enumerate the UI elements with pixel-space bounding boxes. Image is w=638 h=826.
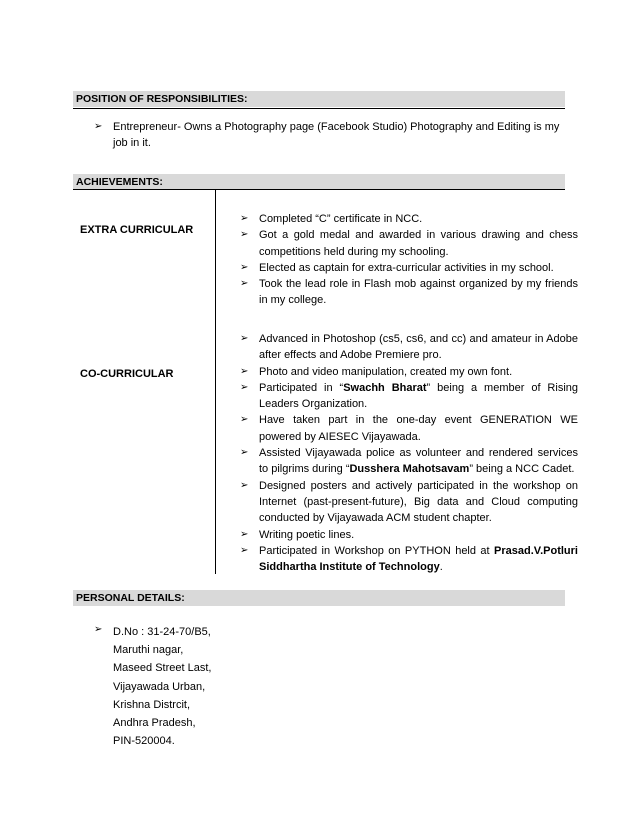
emphasis-text: Swachh Bharat [343,381,427,394]
item-text: Photo and video manipulation, created my own font. [259,365,513,378]
list-item [94,119,564,152]
co-curricular-list [240,331,578,575]
bullet-arrow-icon: ➢ [240,365,249,377]
item-text: Advanced in Photoshop (cs5, cs6, and cc) and amateur in Adobe after effects and Adobe Premiere pro. [259,333,578,362]
list-item [240,276,578,309]
item-text: ” being a NCC Cadet. [469,463,575,476]
item-text: Took the lead role in Flash mob against organized by my friends in my college. [259,278,578,307]
bullet-arrow-icon: ➢ [94,624,103,635]
item-text: Entrepreneur- Owns a Photography page (Facebook Studio) Photography and Editing is my job in it. [113,121,560,150]
bullet-arrow-icon: ➢ [240,229,249,241]
table-divider [215,190,216,574]
address-line: Andhra Pradesh, [113,717,196,730]
item-text: ” being a member of Rising Leaders Organization. [259,381,579,411]
bullet-arrow-icon: ➢ [240,381,249,393]
list-item [240,331,578,364]
address-line: D.No : 31-24-70/B5, [113,626,211,638]
list-item [240,543,578,576]
extra-curricular-list [240,211,578,309]
section-rule [73,189,565,190]
bullet-arrow-icon: ➢ [240,447,249,459]
address-line: PIN-520004. [113,735,175,748]
address-line: Vijayawada Urban, [113,680,206,693]
address-line: Maseed Street Last, [113,662,212,675]
co-curricular-label: CO-CURRICULAR [80,368,174,380]
bullet-arrow-icon: ➢ [240,479,249,491]
emphasis-text: Prasad.V.Potluri Siddhartha Institute of Technology [259,544,578,574]
section-header-personal: PERSONAL DETAILS: [73,590,565,606]
responsibilities-list [94,119,564,152]
bullet-arrow-icon: ➢ [94,121,103,132]
list-item [240,260,578,276]
address-block [113,623,211,750]
list-item [240,527,578,543]
list-item [240,364,578,380]
item-text: Designed posters and actively participated in the workshop on Internet (past-present-future), Big data and Cloud computing conducted by Vijayawada ACM student chapter. [259,479,578,525]
bullet-arrow-icon: ➢ [240,528,249,540]
list-item [240,478,578,527]
list-item [240,412,578,445]
bullet-arrow-icon: ➢ [240,213,249,224]
item-text: Participated in “ [259,381,344,394]
list-item [240,227,578,260]
bullet-arrow-icon: ➢ [240,261,249,273]
item-text: Have taken part in the one-day event GENERATION WE powered by AIESEC Vijayawada. [259,414,578,443]
item-text: Completed “C” certificate in NCC. [259,213,423,225]
bullet-arrow-icon: ➢ [240,414,249,426]
emphasis-text: Dusshera Mahotsavam [349,463,470,476]
bullet-arrow-icon: ➢ [240,278,249,290]
section-header-achievements: ACHIEVEMENTS: [73,174,565,190]
item-text: Assisted Vijayawada police as volunteer and rendered services to pilgrims during “ [259,447,578,476]
item-text: . [439,561,443,574]
bullet-arrow-icon: ➢ [240,333,249,344]
list-item [240,445,578,478]
extra-curricular-label: EXTRA CURRICULAR [80,224,194,236]
section-header-responsibilities: POSITION OF RESPONSIBILITIES: [73,91,565,107]
item-text: Got a gold medal and awarded in various drawing and chess competitions held during my schooling. [259,229,578,258]
list-item [240,211,578,227]
section-rule [73,108,565,109]
address-line: Maruthi nagar, [113,644,184,657]
list-item [240,380,578,413]
address-line: Krishna Distrcit, [113,698,191,711]
item-text: Writing poetic lines. [259,528,355,541]
bullet-arrow-icon: ➢ [240,544,249,556]
item-text: Elected as captain for extra-curricular activities in my school. [259,261,554,274]
item-text: Participated in Workshop on PYTHON held at [259,544,495,557]
